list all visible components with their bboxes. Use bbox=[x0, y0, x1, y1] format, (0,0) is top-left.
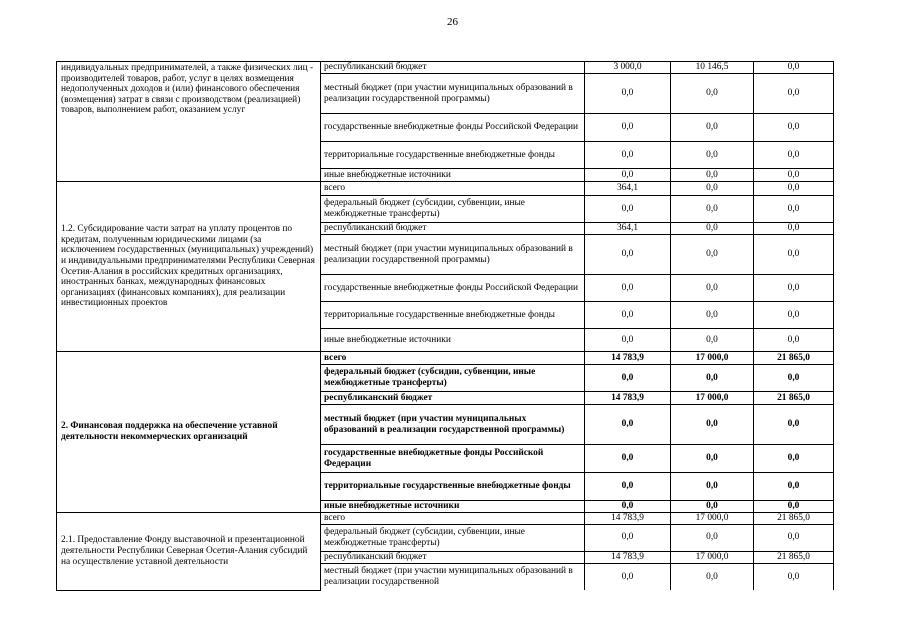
budget-table-body bbox=[57, 62, 834, 591]
amount-year-1: 0,0 bbox=[585, 74, 671, 114]
amount-year-2: 0,0 bbox=[671, 445, 754, 473]
measure-name: 2. Финансовая поддержка на обеспечение уставной деятельности некоммерческих организаций bbox=[57, 352, 321, 513]
amount-year-1: 0,0 bbox=[585, 275, 671, 302]
funding-source: федеральный бюджет (субсидии, субвенции, иные межбюджетные трансферты) bbox=[321, 524, 585, 551]
amount-year-1: 14 783,9 bbox=[585, 513, 671, 525]
amount-year-3: 0,0 bbox=[754, 142, 834, 169]
amount-year-3: 0,0 bbox=[754, 473, 834, 501]
amount-year-2: 0,0 bbox=[671, 473, 754, 501]
amount-year-3: 0,0 bbox=[754, 62, 834, 74]
amount-year-1: 0,0 bbox=[585, 114, 671, 142]
amount-year-1: 0,0 bbox=[585, 302, 671, 329]
funding-source: территориальные государственные внебюджетные фонды bbox=[321, 302, 585, 329]
amount-year-2: 0,0 bbox=[671, 196, 754, 223]
budget-table bbox=[56, 61, 834, 591]
amount-year-2: 0,0 bbox=[671, 524, 754, 551]
funding-source: местный бюджет (при участии муниципальных образований в реализации государственной программы) bbox=[321, 405, 585, 445]
amount-year-2: 0,0 bbox=[671, 235, 754, 275]
amount-year-2: 0,0 bbox=[671, 74, 754, 114]
funding-source: государственные внебюджетные фонды Российской Федерации bbox=[321, 275, 585, 302]
funding-source: территориальные государственные внебюджетные фонды bbox=[321, 473, 585, 501]
amount-year-3: 0,0 bbox=[754, 182, 834, 196]
amount-year-1: 0,0 bbox=[585, 329, 671, 352]
amount-year-3: 0,0 bbox=[754, 365, 834, 392]
measure-name: индивидуальных предпринимателей, а также физических лиц - производителей товаров, работ, услуг в целях возмещения недополученных доходов и (или) финансового обеспечения (возмещения) затрат в связи с производством (реализацией) товаров, выполнением работ, оказанием услуг bbox=[57, 62, 321, 182]
funding-source: республиканский бюджет bbox=[321, 551, 585, 563]
amount-year-3: 0,0 bbox=[754, 445, 834, 473]
amount-year-3: 21 865,0 bbox=[754, 392, 834, 405]
page-number: 26 bbox=[447, 16, 458, 28]
amount-year-2: 0,0 bbox=[671, 329, 754, 352]
funding-source: всего bbox=[321, 182, 585, 196]
amount-year-2: 0,0 bbox=[671, 169, 754, 182]
funding-source: государственные внебюджетные фонды Российской Федерации bbox=[321, 114, 585, 142]
amount-year-1: 14 783,9 bbox=[585, 352, 671, 365]
amount-year-3: 0,0 bbox=[754, 275, 834, 302]
amount-year-3: 0,0 bbox=[754, 563, 834, 590]
amount-year-2: 17 000,0 bbox=[671, 551, 754, 563]
table-row bbox=[57, 352, 834, 365]
amount-year-1: 0,0 bbox=[585, 235, 671, 275]
funding-source: всего bbox=[321, 513, 585, 525]
amount-year-3: 0,0 bbox=[754, 405, 834, 445]
amount-year-3: 0,0 bbox=[754, 114, 834, 142]
funding-source: всего bbox=[321, 352, 585, 365]
funding-source: местный бюджет (при участии муниципальных образований в реализации государственной программы) bbox=[321, 235, 585, 275]
amount-year-2: 0,0 bbox=[671, 114, 754, 142]
measure-name: 2.1. Предоставление Фонду выставочной и презентационной деятельности Республики Северная Осетия-Алания субсидий на осуществление уставной деятельности bbox=[57, 513, 321, 591]
amount-year-3: 21 865,0 bbox=[754, 513, 834, 525]
amount-year-3: 0,0 bbox=[754, 329, 834, 352]
amount-year-1: 0,0 bbox=[585, 563, 671, 590]
amount-year-2: 0,0 bbox=[671, 275, 754, 302]
funding-source: иные внебюджетные источники bbox=[321, 329, 585, 352]
funding-source: федеральный бюджет (субсидии, субвенции, иные межбюджетные трансферты) bbox=[321, 196, 585, 223]
amount-year-2: 0,0 bbox=[671, 405, 754, 445]
table-row bbox=[57, 182, 834, 196]
amount-year-1: 0,0 bbox=[585, 501, 671, 513]
amount-year-1: 364,1 bbox=[585, 223, 671, 235]
amount-year-3: 0,0 bbox=[754, 196, 834, 223]
funding-source: федеральный бюджет (субсидии, субвенции, иные межбюджетные трансферты) bbox=[321, 365, 585, 392]
amount-year-1: 0,0 bbox=[585, 524, 671, 551]
amount-year-2: 10 146,5 bbox=[671, 62, 754, 74]
amount-year-3: 21 865,0 bbox=[754, 352, 834, 365]
amount-year-1: 0,0 bbox=[585, 445, 671, 473]
amount-year-2: 0,0 bbox=[671, 563, 754, 590]
funding-source: республиканский бюджет bbox=[321, 62, 585, 74]
amount-year-1: 14 783,9 bbox=[585, 392, 671, 405]
funding-source: местный бюджет (при участии муниципальных образований в реализации государственной программы) bbox=[321, 74, 585, 114]
amount-year-3: 0,0 bbox=[754, 169, 834, 182]
amount-year-3: 0,0 bbox=[754, 501, 834, 513]
amount-year-1: 0,0 bbox=[585, 169, 671, 182]
amount-year-2: 17 000,0 bbox=[671, 352, 754, 365]
amount-year-1: 3 000,0 bbox=[585, 62, 671, 74]
amount-year-3: 0,0 bbox=[754, 524, 834, 551]
amount-year-1: 0,0 bbox=[585, 473, 671, 501]
amount-year-1: 364,1 bbox=[585, 182, 671, 196]
amount-year-2: 0,0 bbox=[671, 223, 754, 235]
measure-name: 1.2. Субсидирование части затрат на уплату процентов по кредитам, полученным юридическими лицами (за исключением государственных (муниципальных) учреждений) и индивидуальными предпринимателями Республики Северная Осетия-Алания в российских кредитных организациях, иностранных банках, международных финансовых организациях (финансовых компаниях), для реализации инвестиционных проектов bbox=[57, 182, 321, 352]
amount-year-3: 21 865,0 bbox=[754, 551, 834, 563]
funding-source: иные внебюджетные источники bbox=[321, 501, 585, 513]
table-row bbox=[57, 513, 834, 525]
amount-year-2: 17 000,0 bbox=[671, 513, 754, 525]
funding-source: республиканский бюджет bbox=[321, 392, 585, 405]
funding-source: иные внебюджетные источники bbox=[321, 169, 585, 182]
funding-source: республиканский бюджет bbox=[321, 223, 585, 235]
funding-source: местный бюджет (при участии муниципальных образований в реализации государственной bbox=[321, 563, 585, 590]
table-row bbox=[57, 62, 834, 74]
amount-year-2: 17 000,0 bbox=[671, 392, 754, 405]
amount-year-2: 0,0 bbox=[671, 302, 754, 329]
amount-year-1: 0,0 bbox=[585, 142, 671, 169]
amount-year-3: 0,0 bbox=[754, 302, 834, 329]
funding-source: территориальные государственные внебюджетные фонды bbox=[321, 142, 585, 169]
amount-year-3: 0,0 bbox=[754, 223, 834, 235]
amount-year-2: 0,0 bbox=[671, 365, 754, 392]
amount-year-3: 0,0 bbox=[754, 235, 834, 275]
amount-year-1: 0,0 bbox=[585, 365, 671, 392]
amount-year-2: 0,0 bbox=[671, 142, 754, 169]
amount-year-2: 0,0 bbox=[671, 501, 754, 513]
amount-year-1: 0,0 bbox=[585, 405, 671, 445]
amount-year-2: 0,0 bbox=[671, 182, 754, 196]
amount-year-3: 0,0 bbox=[754, 74, 834, 114]
amount-year-1: 14 783,9 bbox=[585, 551, 671, 563]
amount-year-1: 0,0 bbox=[585, 196, 671, 223]
funding-source: государственные внебюджетные фонды Российской Федерации bbox=[321, 445, 585, 473]
